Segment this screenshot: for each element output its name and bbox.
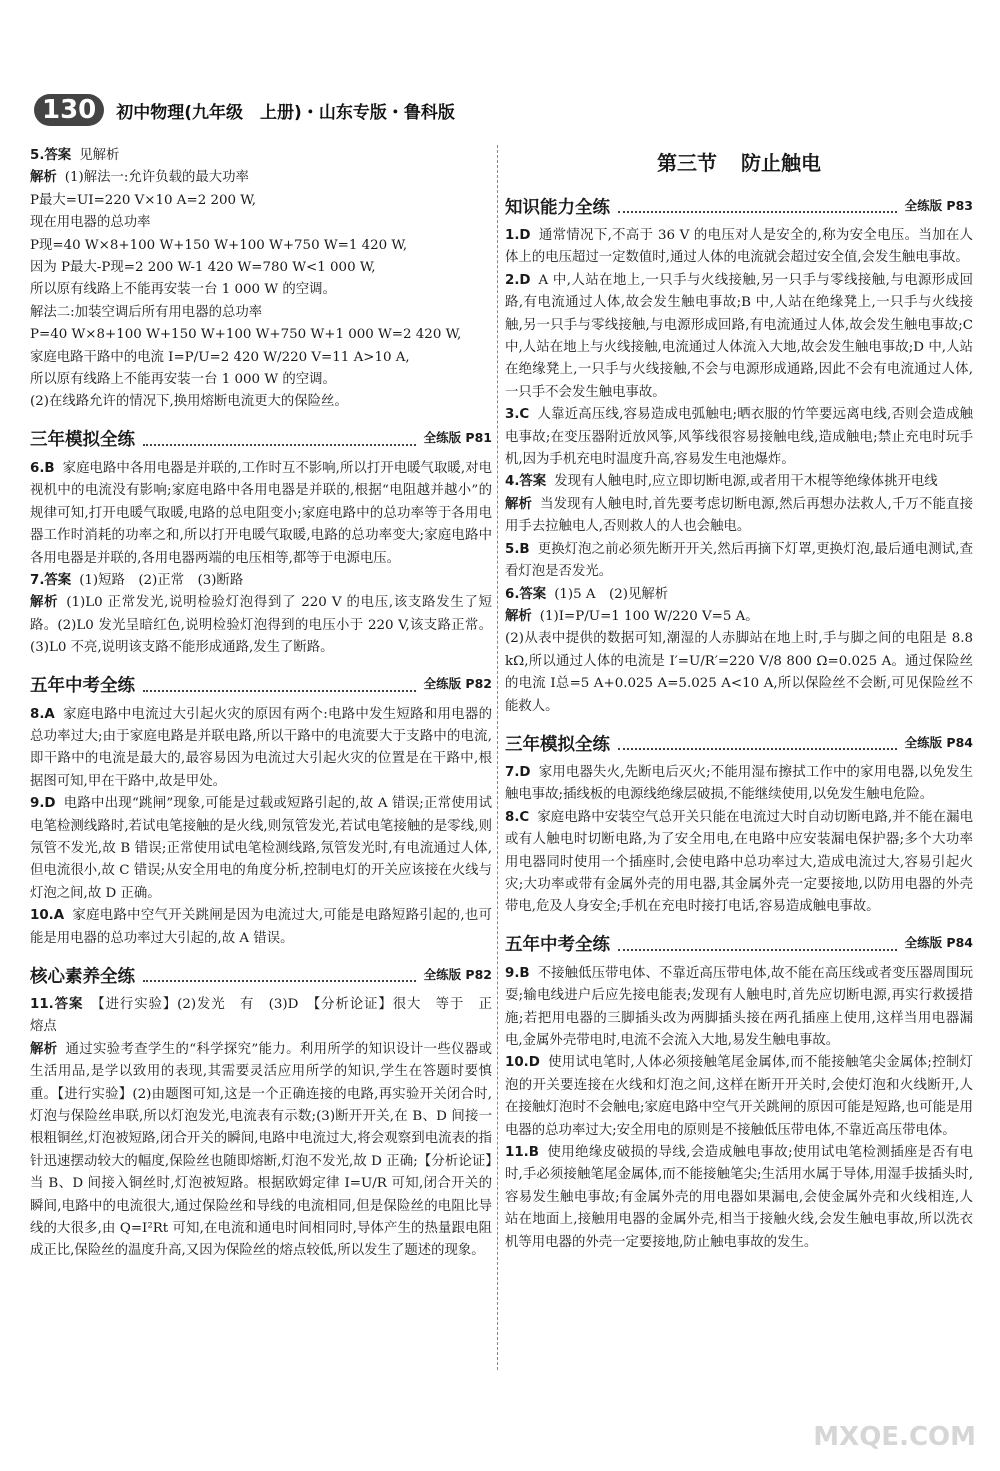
item-number: 1.D <box>505 228 531 243</box>
section-ref: 全练版 P83 <box>904 197 973 213</box>
section-rule <box>618 949 897 951</box>
item-number: 8.C <box>505 809 530 825</box>
item-number: 5.B <box>505 541 530 557</box>
chapter-section: 第三节 <box>657 151 717 175</box>
answer-item-6 <box>30 458 492 570</box>
item-number: 8.A <box>30 706 55 722</box>
answer-text: 见解析 <box>79 148 120 163</box>
item-text: (1)L0 正常发光,说明检验灯泡得到了 220 V 的电压,该支路发生了短路。(2)L0 发光呈暗红色,说明检验灯泡得到的电压小于 220 V,该支路正常。(3)L0 不亮,说明该支路不能形成通路,发生了断路。 <box>30 595 493 656</box>
answer-item-11 <box>30 994 506 1039</box>
answer-item-7 <box>505 762 973 807</box>
item-text: 电路中出现“跳闸”现象,可能是过载或短路引起的,故 A 错误;正常使用试电笔检测线路时,若试电笔接触的是火线,则氖管发光,若试电笔接触的是零线,则氖管不发光,故 B 错误;正常使用试电笔检测线路,氖管发光时,有电流通过人体,但电流很小,故 C 错误;从安全用电的角度分析,控制电灯的开关应该接在火线与灯泡之间,故 D 正确。 <box>30 796 492 901</box>
item-number: 11.B <box>505 1145 539 1161</box>
book-title: 初中物理(九年级 上册)・山东专版・鲁科版 <box>116 102 455 123</box>
section-rule <box>143 444 416 446</box>
answer-item-10 <box>505 1052 973 1142</box>
section-title: 知识能力全练 <box>505 197 610 218</box>
item-text: 人靠近高压线,容易造成电弧触电;晒衣服的竹竿要远离电线,否则会造成触电事故;在变压器附近放风筝,风筝线很容易接触电线,造成触电;禁止充电时玩手机,因为手机充电时温度升高,容易发生电池爆炸。 <box>505 407 973 468</box>
section-title: 三年模拟全练 <box>30 430 135 451</box>
solution-line: 因为 P最大-P现=2 200 W-1 420 W=780 W<1 000 W, <box>30 260 376 276</box>
answer-text: (1)短路 (2)正常 (3)断路 <box>79 572 244 588</box>
solution-line: 家庭电路干路中的电流 I=P/U=2 420 W/220 V=11 A>10 A, <box>30 349 410 365</box>
page-number: 130 <box>34 94 104 126</box>
section-ref: 全练版 P84 <box>904 734 973 750</box>
answer-item-9 <box>30 793 492 905</box>
page-header <box>34 92 455 128</box>
jiexi-label: 解析 <box>505 608 532 624</box>
section-header <box>505 929 973 957</box>
left-column <box>30 145 506 1263</box>
answer-item-8 <box>30 704 492 794</box>
item-number: 11.答案 <box>30 997 84 1012</box>
formula-line: (1)I=P/U=1 100 W/220 V=5 A。 <box>539 608 759 624</box>
item-number: 2.D <box>505 272 531 288</box>
answer-text: (1)5 A (2)见解析 <box>554 586 669 602</box>
answer-item-1 <box>505 225 973 270</box>
item-text: 家庭电路中空气开关跳闸是因为电流过大,可能是电路短路引起的,也可能是用电器的总功率过大引起的,故 A 错误。 <box>30 908 492 946</box>
item-text: 更换灯泡之前必须先断开开关,然后再摘下灯罩,更换灯泡,最后通电测试,查看灯泡是否发光。 <box>505 541 973 580</box>
answer-item-6-text: (2)从表中提供的数据可知,潮湿的人赤脚站在地上时,手与脚之间的电阻是 8.8 kΩ,所以通过人体的电流是 I′=U/R′=220 V/8 800 Ω=0.025 A。通过保险丝的电流 I总=5 A+0.025 A=5.025 A<10 A,所以保险丝不会断,可见保险丝不能救人。 <box>505 631 973 714</box>
item-number: 9.B <box>505 965 530 981</box>
section-header <box>505 728 973 756</box>
solution-line: 所以原有线路上不能再安装一台 1 000 W 的空调。 <box>30 372 336 388</box>
answer-item-7-explain <box>30 592 492 659</box>
item-number: 3.C <box>505 407 530 423</box>
item-text: 家庭电路中各用电器是并联的,工作时互不影响,所以打开电暖气取暖,对电视机中的电流没有影响;家庭电路中各用电器是并联的,根据“电阻越并越小”的规律可知,打开电暖气取暖,电路的总电阻变小;家庭电路中的总功率等于各用电器工作时消耗的功率之和,所以打开电暖气取暖,电路的总功率变大;家庭电路中各用电器是并联的,各用电器两端的电压相等,都等于电源电压。 <box>30 460 492 566</box>
watermark-text: MXQE.COM <box>813 1422 976 1452</box>
answer-item-11-explain <box>30 1039 492 1263</box>
section-title: 核心素养全练 <box>30 966 135 987</box>
item-number: 6.B <box>30 460 55 476</box>
item-text: 当发现有人触电时,首先要考虑切断电源,然后再想办法救人,千万不能直接用手去拉触电人,否则救人的人也会触电。 <box>505 496 973 535</box>
section-title: 三年模拟全练 <box>505 734 610 755</box>
item-text: 不接触低压带电体、不靠近高压带电体,故不能在高压线或者变压器周围玩耍;输电线进户后应先接电能表;发现有人触电时,首先应切断电源,再实行救援措施;若把用电器的三脚插头改为两脚插头接在两孔插座上使用,这样当用电器漏电,金属外壳带电时,电流不会流入大地,易发生触电事故。 <box>505 965 973 1048</box>
jiexi-label: 解析 <box>30 1041 58 1057</box>
section-ref: 全练版 P84 <box>904 935 973 951</box>
answer-item-8 <box>505 807 973 919</box>
section-rule <box>618 748 897 750</box>
item-number: 5.答案 <box>30 148 72 163</box>
chapter-name: 防止触电 <box>741 151 821 175</box>
item-number: 7.D <box>505 764 531 780</box>
item-number: 10.D <box>505 1055 540 1071</box>
answer-item-2 <box>505 270 973 404</box>
section-ref: 全练版 P81 <box>423 430 492 446</box>
solution-line: (2)在线路允许的情况下,换用熔断电流更大的保险丝。 <box>30 394 348 410</box>
section-header <box>30 424 492 452</box>
section-ref: 全练版 P82 <box>423 676 492 692</box>
solution-line: 所以原有线路上不能再安装一台 1 000 W 的空调。 <box>30 282 336 298</box>
answer-item-4-explain <box>505 494 973 539</box>
item-text: 使用绝缘皮破损的导线,会造成触电事故;使用试电笔检测插座是否有电时,手必须接触笔尾金属体,而不能接触笔尖;生活用水属于导体,用湿手拔插头时,容易发生触电事故;有金属外壳的用电器如果漏电,会使金属外壳和火线相连,人站在地面上,接触用电器的金属外壳,相当于接触火线,会发生触电事故,所以洗衣机等用电器的外壳一定要接地,防止触电事故的发生。 <box>505 1145 973 1250</box>
section-title: 五年中考全练 <box>30 676 135 697</box>
item-text: 家用电器失火,先断电后灭火;不能用湿布擦拭工作中的家用电器,以免发生触电事故;插线板的电源线绝缘层破损,不能继续使用,以免发生触电危险。 <box>505 764 973 803</box>
item-number: 4.答案 <box>505 474 547 490</box>
answer-item-4 <box>505 471 973 493</box>
section-rule <box>143 690 416 692</box>
item-text: 通过实验考查学生的“科学探究”能力。利用所学的知识设计一些仪器或生活用品,是学以致用的表现,其需要灵活应用所学的知识,学生在答题时要慎重。【进行实验】(2)由题图可知,这是一个正确连接的电路,再实验开关闭合时,灯泡与保险丝串联,所以灯泡发光,电流表有示数;(3)断开开关,在 B、D 间接一根粗铜丝,灯泡被短路,闭合开关的瞬间,电路中电流过大,将会观察到电流表的指针迅速摆动较大的幅度,保险丝也随即熔断,灯泡不发光,故 D 正确;【分析论证】当 B、D 间接入铜丝时,灯泡被短路。根据欧姆定律 I=U/R 可知,闭合开关的瞬间,电路中的电流很大,通过保险丝和导线的电流相同,但是保险丝的电阻比导线的大很多,由 Q=I²Rt 可知,在电流和通电时间相同时,导体产生的热量跟电阻成正比,保险丝的温度升高,又因为保险丝的熔点较低,所以发生了题述的现象。 <box>30 1041 492 1259</box>
answer-item-7 <box>30 570 492 592</box>
section-header <box>30 670 492 698</box>
item-number: 7.答案 <box>30 572 72 588</box>
section-header <box>505 191 973 219</box>
item-number: 6.答案 <box>505 586 547 602</box>
item-number: 9.D <box>30 796 56 812</box>
answer-item-11 <box>505 1142 973 1254</box>
section-ref: 全练版 P82 <box>423 966 492 982</box>
item-text: 使用试电笔时,人体必须接触笔尾金属体,而不能接触笔尖金属体;控制灯泡的开关要连接在火线和灯泡之间,这样在断开开关时,会使灯泡和火线断开,人在接触灯泡时不会触电;家庭电路中空气开关跳闸的原因可能是短路,也可能是用电器的总功率过大;安全用电的原则是不接触低压带电体,不靠近高压带电体。 <box>505 1055 973 1138</box>
jiexi-label: 解析 <box>505 496 533 512</box>
jiexi-label: 解析 <box>30 170 57 186</box>
section-rule <box>143 980 416 982</box>
solution-line: P现=40 W×8+100 W+150 W+100 W+750 W=1 420 W, <box>30 237 408 253</box>
chapter-title <box>505 145 973 181</box>
section-rule <box>618 211 897 213</box>
answer-item-5 <box>505 539 973 584</box>
answer-item-6-explain <box>505 606 973 628</box>
answer-item-10 <box>30 905 492 950</box>
item-text: 家庭电路中电流过大引起火灾的原因有两个:电路中发生短路和用电器的总功率过大;由于家庭电路是并联电路,所以干路中的电流要大于支路中的电流,即干路中的电流是最大的,最容易因为电流过大引起火灾的位置是在干路中,根据图可知,甲在干路中,故是甲处。 <box>30 706 492 789</box>
right-column <box>505 145 973 1254</box>
answer-item-3 <box>505 404 973 471</box>
solution-line: P=40 W×8+100 W+150 W+100 W+750 W+1 000 W=2 420 W, <box>30 327 462 343</box>
jiexi-label: 解析 <box>30 595 59 611</box>
section-header <box>30 960 492 988</box>
answer-text: 【进行实验】(2)发光 有 (3)D 【分析论证】很大 等于 正 熔点 <box>30 997 506 1035</box>
item-text: A 中,人站在地上,一只手与火线接触,另一只手与零线接触,与电源形成回路,有电流通过人体,故会发生触电事故;B 中,人站在绝缘凳上,一只手与火线接触,另一只手与零线接触,与电源形成回路,有电流通过人体,故会发生触电事故;C 中,人站在地上与火线接触,电流通过人体流入大地,故会发生触电事故;D 中,人站在绝缘凳上,一只手与火线接触,不会与电源形成通路,因此不会有电流通过人体,一只手不会发生触电事故。 <box>505 272 973 400</box>
item-number: 10.A <box>30 908 65 924</box>
solution-line: 解法二:加装空调后所有用电器的总功率 <box>30 304 263 320</box>
watermark-logo <box>790 1373 980 1453</box>
answer-item-5 <box>30 145 492 414</box>
column-divider <box>497 145 498 1370</box>
section-title: 五年中考全练 <box>505 935 610 956</box>
item-text: 通常情况下,不高于 36 V 的电压对人是安全的,称为安全电压。当加在人体上的电压超过一定数值时,通过人体的电流就会超过安全值,会发生触电事故。 <box>505 228 973 266</box>
solution-line: (1)解法一:允许负载的最大功率 <box>64 170 249 186</box>
answer-text: 发现有人触电时,应立即切断电源,或者用干木棍等绝缘体挑开电线 <box>554 474 938 490</box>
solution-line: 现在用电器的总功率 <box>30 215 151 231</box>
item-text: 家庭电路中安装空气总开关只能在电流过大时自动切断电路,并不能在漏电或有人触电时切断电路,为了安全用电,在电路中应安装漏电保护器;多个大功率用电器同时使用一个插座时,会使电路中总功率过大,造成电流过大,容易引起火灾;大功率或带有金属外壳的用电器,其金属外壳一定要接地,以防用电器的外壳带电,危及人身安全;手机在充电时接打电话,容易造成触电事故。 <box>505 809 973 915</box>
answer-item-6 <box>505 584 973 606</box>
answer-item-9 <box>505 963 973 1053</box>
solution-line: P最大=UI=220 V×10 A=2 200 W, <box>30 192 256 208</box>
